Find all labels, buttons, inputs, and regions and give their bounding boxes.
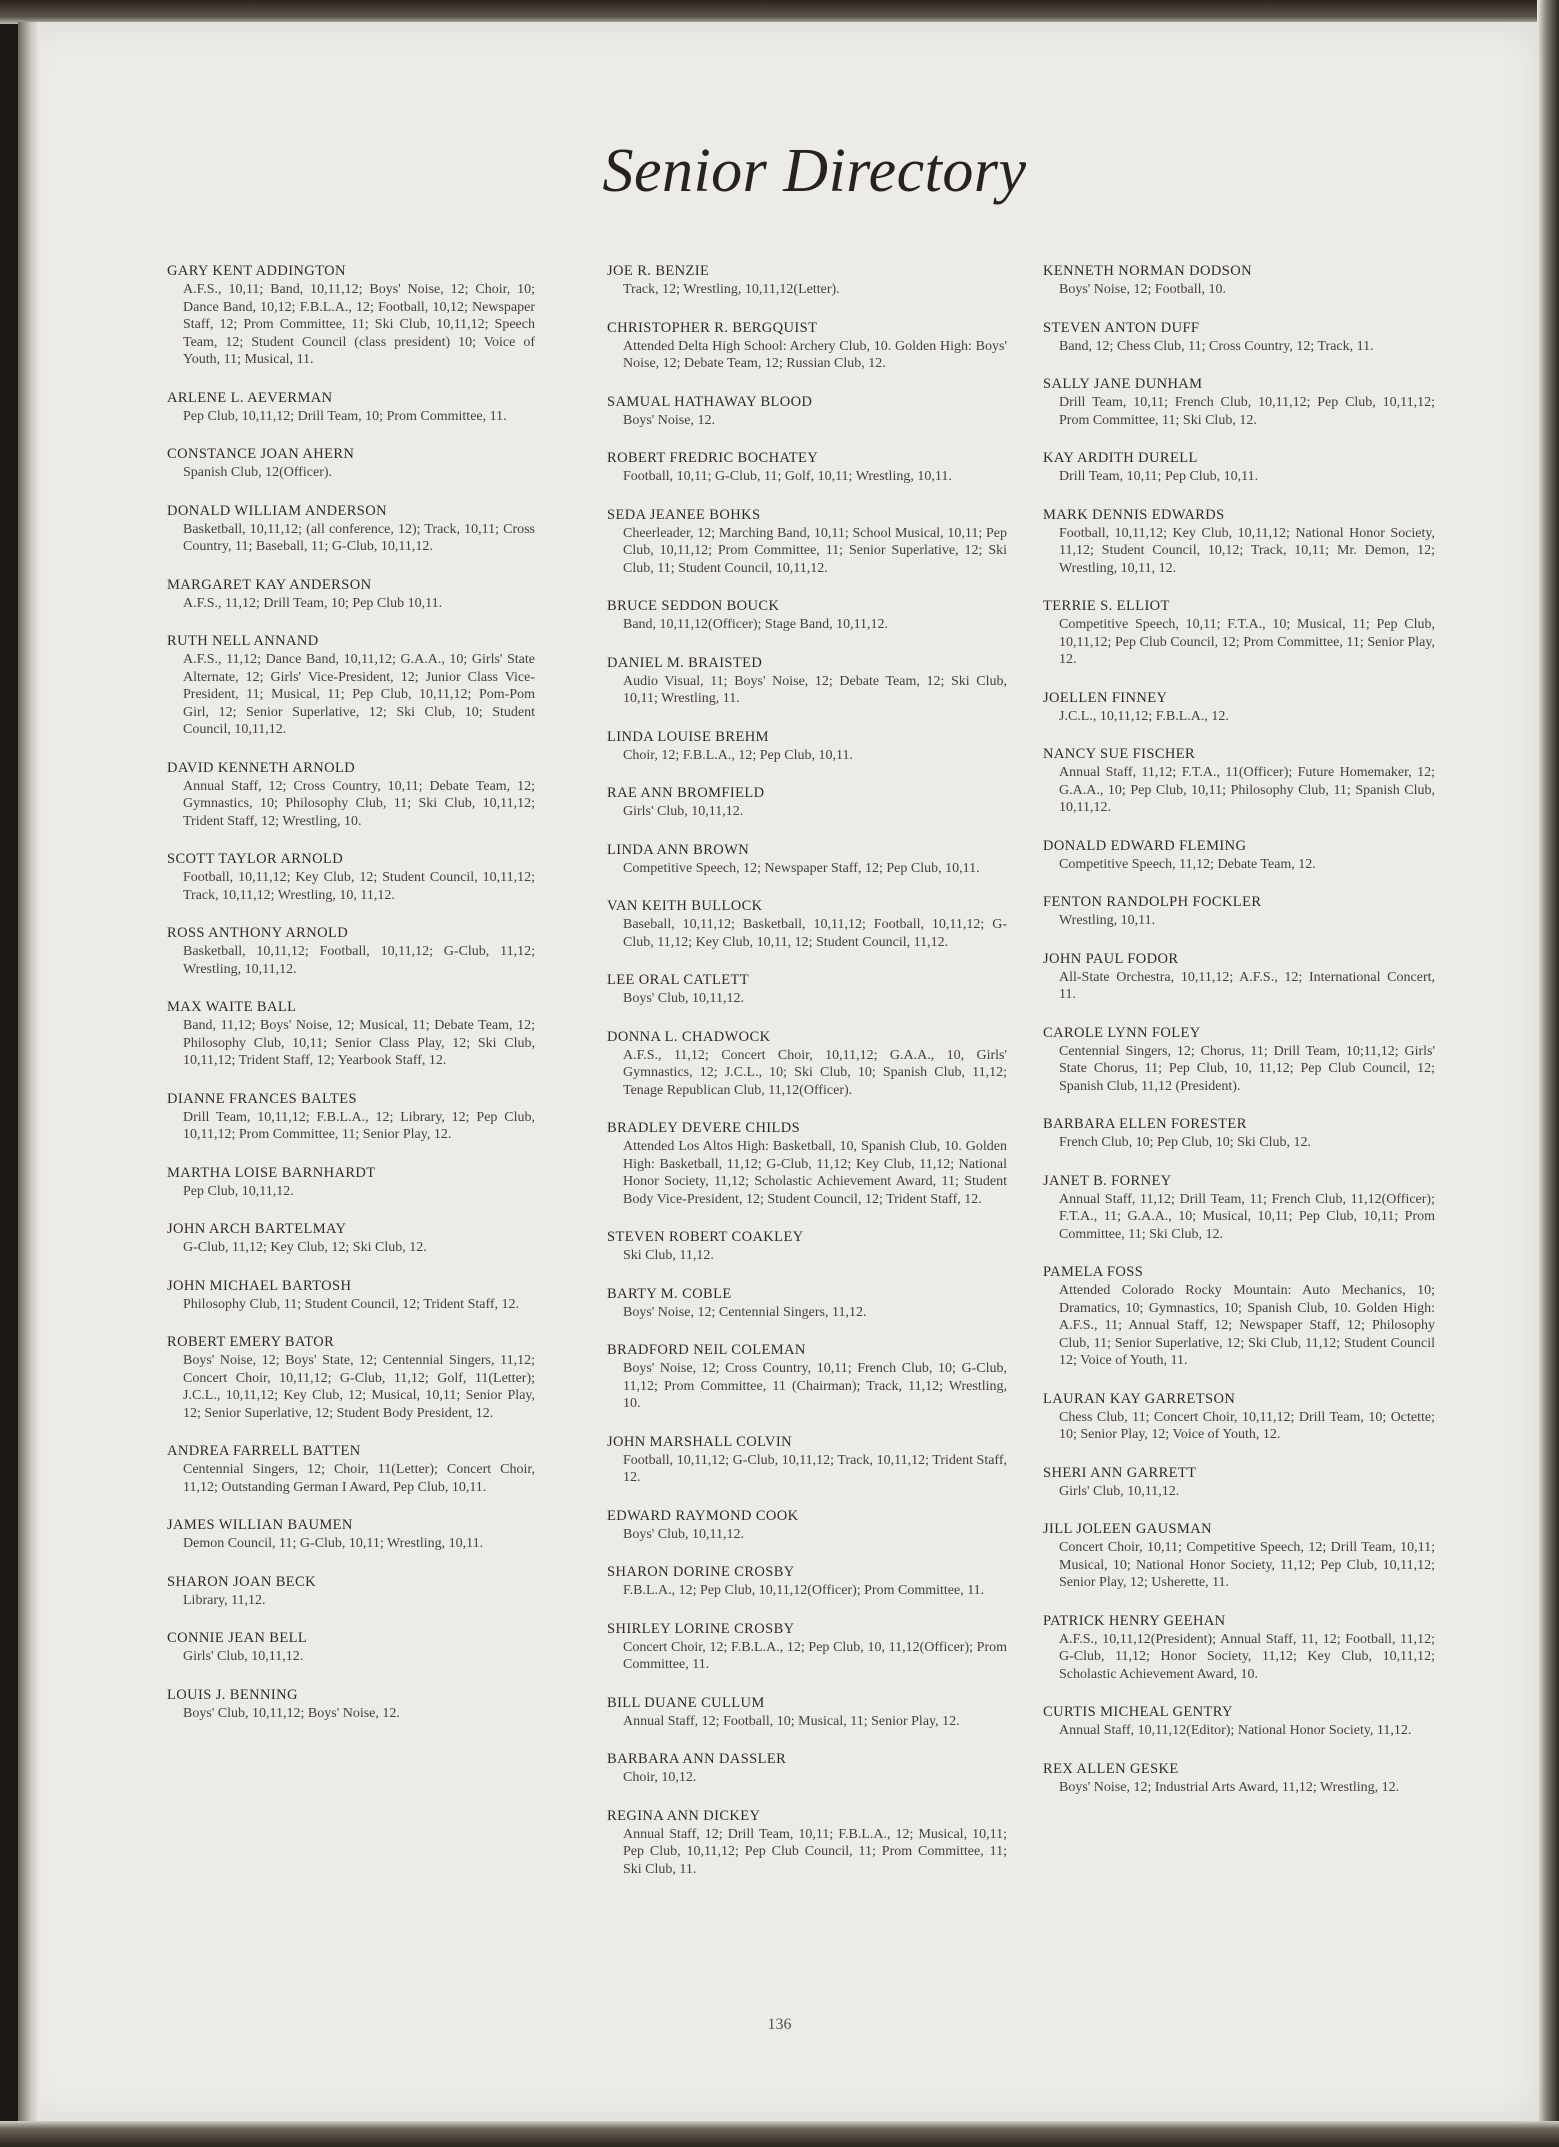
student-name: JOHN MICHAEL BARTOSH <box>167 1277 352 1294</box>
student-activities: Audio Visual, 11; Boys' Noise, 12; Debate Team, 12; Ski Club, 10,11; Wrestling, 11. <box>623 673 1007 706</box>
student-name: CHRISTOPHER R. BERGQUIST <box>607 319 818 336</box>
directory-entry <box>167 445 535 482</box>
student-name: REGINA ANN DICKEY <box>607 1807 761 1824</box>
directory-entry <box>1043 837 1435 874</box>
student-name: DANIEL M. BRAISTED <box>607 654 763 671</box>
student-name: SHERI ANN GARRETT <box>1043 1464 1197 1481</box>
directory-column-1 <box>167 262 535 1742</box>
student-name: BARBARA ELLEN FORESTER <box>1043 1116 1247 1132</box>
student-name: MARK DENNIS EDWARDS <box>1043 506 1225 523</box>
student-activities: Annual Staff, 10,11,12(Editor); National Honor Society, 11,12. <box>1059 1723 1412 1738</box>
student-name: DONNA L. CHADWOCK <box>607 1028 771 1045</box>
directory-entry <box>607 784 1007 821</box>
directory-entry <box>167 1686 535 1723</box>
student-activities: Demon Council, 11; G-Club, 10,11; Wrestling, 10,11. <box>183 1536 484 1551</box>
student-activities: Annual Staff, 12; Cross Country, 10,11; Debate Team, 12; Gymnastics, 10; Philosophy Club, 11; Ski Club, 10,11,12; Trident Staff, 12; Wrestling, 10. <box>183 778 535 829</box>
student-activities: A.F.S., 11,12; Drill Team, 10; Pep Club 10,11. <box>183 595 443 611</box>
student-activities: All-State Orchestra, 10,11,12; A.F.S., 12; International Concert, 11. <box>1059 969 1435 1002</box>
student-name: ARLENE L. AEVERMAN <box>167 389 333 406</box>
student-activities: Annual Staff, 11,12; F.T.A., 11(Officer); Future Homemaker, 12; G.A.A., 10; Pep Club, 10,11; Philosophy Club, 11; Spanish Club, 10,11,12. <box>1059 765 1435 815</box>
directory-entry <box>607 1507 1007 1544</box>
page-top-edge <box>0 0 1559 24</box>
student-activities: Centennial Singers, 12; Chorus, 11; Drill Team, 10;11,12; Girls' State Chorus, 11; Pep Club, 10, 11,12; Pep Club Council, 12; Spanish Club, 11,12 (President). <box>1059 1043 1435 1094</box>
directory-entry <box>167 759 535 831</box>
directory-entry <box>1043 950 1435 1004</box>
student-name: DONALD EDWARD FLEMING <box>1043 837 1247 854</box>
student-activities: Philosophy Club, 11; Student Council, 12; Trident Staff, 12. <box>183 1296 520 1312</box>
student-activities: Drill Team, 10,11; French Club, 10,11,12; Pep Club, 10,11,12; Prom Committee, 11; Ski Club, 12. <box>1059 395 1435 428</box>
student-activities: Football, 10,11,12; G-Club, 10,11,12; Track, 10,11,12; Trident Staff, 12. <box>623 1452 1007 1485</box>
student-activities: Annual Staff, 11,12; Drill Team, 11; French Club, 11,12(Officer); F.T.A., 11; G.A.A., 10; Musical, 10,11; Pep Club, 10,11; Prom Committee, 11; Ski Club, 12. <box>1059 1191 1435 1242</box>
directory-entry <box>1043 1390 1435 1444</box>
directory-entry <box>1043 1464 1435 1501</box>
student-name: GARY KENT ADDINGTON <box>167 263 346 279</box>
student-name: STEVEN ROBERT COAKLEY <box>607 1229 804 1245</box>
directory-entry <box>607 1433 1007 1487</box>
student-activities: Boys' Noise, 12; Industrial Arts Award, 11,12; Wrestling, 12. <box>1059 1779 1400 1795</box>
directory-entry <box>1043 1024 1435 1096</box>
student-activities: Basketball, 10,11,12; (all conference, 12); Track, 10,11; Cross Country, 11; Baseball, 11; G-Club, 10,11,12. <box>183 521 535 554</box>
directory-entry <box>607 319 1007 373</box>
student-activities: Boys' Club, 10,11,12; Boys' Noise, 12. <box>183 1705 400 1721</box>
directory-entry <box>167 1277 535 1314</box>
student-activities: Track, 12; Wrestling, 10,11,12(Letter). <box>623 282 840 297</box>
student-activities: Centennial Singers, 12; Choir, 11(Letter); Concert Choir, 11,12; Outstanding German I Award, Pep Club, 10,11. <box>183 1462 535 1495</box>
student-name: MARTHA LOISE BARNHARDT <box>167 1164 376 1181</box>
directory-entry <box>167 262 535 369</box>
directory-entry <box>1043 597 1435 669</box>
student-name: SHARON JOAN BECK <box>167 1573 316 1590</box>
student-name: CAROLE LYNN FOLEY <box>1043 1024 1201 1041</box>
student-name: ROBERT FREDRIC BOCHATEY <box>607 450 819 466</box>
page-bottom-edge <box>0 2121 1559 2147</box>
student-name: JOHN PAUL FODOR <box>1043 950 1179 967</box>
student-activities: Ski Club, 11,12. <box>623 1248 714 1263</box>
directory-entry <box>167 1516 535 1553</box>
student-name: SHARON DORINE CROSBY <box>607 1564 795 1580</box>
directory-entry <box>1043 1703 1435 1740</box>
student-activities: Boys' Noise, 12; Cross Country, 10,11; French Club, 10; G-Club, 11,12; Prom Committee, 11 (Chairman); Track, 11,12; Wrestling, 10. <box>623 1361 1007 1411</box>
student-name: SALLY JANE DUNHAM <box>1043 376 1203 392</box>
binding-spine <box>18 22 40 2122</box>
directory-entry <box>167 850 535 904</box>
student-activities: Band, 11,12; Boys' Noise, 12; Musical, 11; Debate Team, 12; Philosophy Club, 10,11; Senior Class Play, 12; Ski Club, 10,11,12; Trident Staff, 12; Yearbook Staff, 12. <box>183 1018 535 1068</box>
student-name: ROBERT EMERY BATOR <box>167 1334 335 1350</box>
directory-entry <box>1043 1115 1435 1152</box>
directory-entry <box>167 1333 535 1422</box>
student-activities: Pep Club, 10,11,12. <box>183 1183 294 1199</box>
directory-entry <box>167 389 535 426</box>
student-name: BRUCE SEDDON BOUCK <box>607 598 780 614</box>
student-name: DAVID KENNETH ARNOLD <box>167 759 356 776</box>
student-activities: Attended Delta High School: Archery Club, 10. Golden High: Boys' Noise, 12; Debate Team, 12; Russian Club, 12. <box>623 338 1007 371</box>
directory-entry <box>167 1090 535 1144</box>
student-name: JAMES WILLIAN BAUMEN <box>167 1517 353 1533</box>
directory-entry <box>167 1629 535 1666</box>
directory-entry <box>1043 1520 1435 1592</box>
directory-entry <box>167 1573 535 1610</box>
student-name: PATRICK HENRY GEEHAN <box>1043 1612 1226 1629</box>
student-name: BARBARA ANN DASSLER <box>607 1751 787 1767</box>
directory-column-3 <box>1043 262 1435 1816</box>
student-activities: Chess Club, 11; Concert Choir, 10,11,12; Drill Team, 10; Octette; 10; Senior Play, 12; Voice of Youth, 12. <box>1059 1409 1435 1442</box>
student-name: LOUIS J. BENNING <box>167 1686 298 1703</box>
student-activities: A.F.S., 11,12; Concert Choir, 10,11,12; G.A.A., 10, Girls' Gymnastics, 12; J.C.L., 10; Ski Club, 10; Spanish Club, 11,12; Tenage Republican Club, 11,12(Officer). <box>623 1047 1007 1098</box>
student-activities: Competitive Speech, 11,12; Debate Team, 12. <box>1059 856 1316 872</box>
directory-entry <box>607 1228 1007 1265</box>
directory-entry <box>1043 262 1435 299</box>
directory-entry <box>607 1620 1007 1674</box>
directory-entry <box>1043 319 1435 356</box>
student-name: BARTY M. COBLE <box>607 1285 732 1302</box>
student-name: JOHN MARSHALL COLVIN <box>607 1433 792 1450</box>
student-name: JOE R. BENZIE <box>607 263 710 279</box>
student-name: DONALD WILLIAM ANDERSON <box>167 502 387 519</box>
student-activities: J.C.L., 10,11,12; F.B.L.A., 12. <box>1059 708 1229 724</box>
directory-entry <box>607 449 1007 486</box>
page-title: Senior Directory <box>602 137 1027 205</box>
student-name: FENTON RANDOLPH FOCKLER <box>1043 894 1262 910</box>
student-name: MARGARET KAY ANDERSON <box>167 576 372 593</box>
student-activities: Competitive Speech, 10,11; F.T.A., 10; Musical, 11; Pep Club, 10,11,12; Pep Club Council, 12; Prom Committee, 11; Senior Play, 12. <box>1059 617 1435 667</box>
directory-entry <box>167 1442 535 1496</box>
student-activities: Basketball, 10,11,12; Football, 10,11,12; G-Club, 11,12; Wrestling, 10,11,12. <box>183 944 535 977</box>
student-activities: Band, 12; Chess Club, 11; Cross Country, 12; Track, 11. <box>1059 338 1374 354</box>
student-name: DIANNE FRANCES BALTES <box>167 1090 357 1107</box>
student-activities: Girls' Club, 10,11,12. <box>623 804 744 819</box>
directory-entry <box>607 971 1007 1008</box>
directory-entry <box>607 393 1007 430</box>
student-activities: Football, 10,11,12; Key Club, 10,11,12; National Honor Society, 11,12; Student Council, 10,12; Track, 10,11; Mr. Demon, 12; Wrestling, 10,11, 12. <box>1059 525 1435 576</box>
student-name: LEE ORAL CATLETT <box>607 972 749 988</box>
directory-entry <box>607 1285 1007 1322</box>
student-activities: A.F.S., 11,12; Dance Band, 10,11,12; G.A.A., 10; Girls' State Alternate, 12; Girls' Vice-President, 12; Junior Class Vice-President, 11; Musical, 11; Pep Club, 10,11,12; Pom-Pom Girl, 12; Senior Superlative, 12; Ski Club, 10; Student Council, 10,11,12. <box>183 652 535 737</box>
student-name: LINDA LOUISE BREHM <box>607 728 769 745</box>
student-name: BRADLEY DEVERE CHILDS <box>607 1120 801 1136</box>
student-name: NANCY SUE FISCHER <box>1043 746 1196 762</box>
directory-entry <box>607 262 1007 299</box>
student-name: SEDA JEANEE BOHKS <box>607 506 761 523</box>
student-activities: Cheerleader, 12; Marching Band, 10,11; School Musical, 10,11; Pep Club, 10,11,12; Prom Committee, 11; Senior Superlative, 12; Ski Club, 11; Student Council, 10,11,12. <box>623 525 1007 576</box>
student-activities: Annual Staff, 12; Football, 10; Musical, 11; Senior Play, 12. <box>623 1713 960 1729</box>
student-activities: G-Club, 11,12; Key Club, 12; Ski Club, 12. <box>183 1240 427 1255</box>
student-activities: Boys' Noise, 12; Football, 10. <box>1059 282 1227 297</box>
student-name: CONNIE JEAN BELL <box>167 1630 308 1646</box>
student-activities: A.F.S., 10,11,12(President); Annual Staff, 11, 12; Football, 11,12; G-Club, 11,12; Honor Society, 11,12; Key Club, 10,11,12; Scholastic Achievement Award, 10. <box>1059 1631 1435 1682</box>
directory-entry <box>1043 506 1435 578</box>
student-activities: Concert Choir, 12; F.B.L.A., 12; Pep Club, 10, 11,12(Officer); Prom Committee, 11. <box>623 1639 1007 1672</box>
student-activities: Wrestling, 10,11. <box>1059 913 1156 928</box>
directory-entry <box>607 1119 1007 1208</box>
student-activities: Annual Staff, 12; Drill Team, 10,11; F.B.L.A., 12; Musical, 10,11; Pep Club, 10,11,12; Pep Club Council, 11; Prom Committee, 11; Ski Club, 11. <box>623 1826 1007 1877</box>
student-name: ANDREA FARRELL BATTEN <box>167 1443 361 1459</box>
directory-entry <box>167 632 535 739</box>
student-activities: Boys' Noise, 12; Centennial Singers, 11,12. <box>623 1304 867 1320</box>
student-activities: Band, 10,11,12(Officer); Stage Band, 10,11,12. <box>623 617 889 632</box>
directory-entry <box>1043 449 1435 486</box>
student-name: RUTH NELL ANNAND <box>167 633 319 649</box>
student-activities: Choir, 10,12. <box>623 1770 697 1785</box>
student-activities: Girls' Club, 10,11,12. <box>1059 1483 1180 1499</box>
student-activities: Pep Club, 10,11,12; Drill Team, 10; Prom Committee, 11. <box>183 408 507 424</box>
student-activities: Spanish Club, 12(Officer). <box>183 465 333 480</box>
directory-entry <box>1043 689 1435 726</box>
student-name: LAURAN KAY GARRETSON <box>1043 1390 1236 1407</box>
student-name: KENNETH NORMAN DODSON <box>1043 263 1252 279</box>
directory-entry <box>1043 1760 1435 1797</box>
student-activities: Girls' Club, 10,11,12. <box>183 1649 304 1664</box>
student-activities: Football, 10,11,12; Key Club, 12; Student Council, 10,11,12; Track, 10,11,12; Wrestling, 10, 11,12. <box>183 870 535 903</box>
student-name: KAY ARDITH DURELL <box>1043 450 1198 466</box>
student-activities: Baseball, 10,11,12; Basketball, 10,11,12; Football, 10,11,12; G-Club, 11,12; Key Club, 10,11, 12; Student Council, 11,12. <box>623 917 1007 950</box>
directory-entry <box>607 1028 1007 1100</box>
student-name: STEVEN ANTON DUFF <box>1043 319 1200 336</box>
directory-entry <box>1043 375 1435 429</box>
directory-column-2 <box>607 262 1007 1898</box>
student-activities: Boys' Noise, 12; Boys' State, 12; Centennial Singers, 11,12; Concert Choir, 10,11,12; G-Club, 11,12; Golf, 11(Letter); J.C.L., 10,11,12; Key Club, 12; Musical, 10,11; Senior Play, 12; Senior Superlative, 12; Student Body President, 12. <box>183 1353 535 1421</box>
student-name: REX ALLEN GESKE <box>1043 1760 1179 1777</box>
directory-entry <box>607 506 1007 578</box>
student-name: RAE ANN BROMFIELD <box>607 785 765 801</box>
student-name: EDWARD RAYMOND COOK <box>607 1507 799 1524</box>
page-number: 136 <box>767 2016 792 2033</box>
student-name: JILL JOLEEN GAUSMAN <box>1043 1521 1212 1537</box>
student-name: CONSTANCE JOAN AHERN <box>167 446 355 462</box>
student-name: SAMUAL HATHAWAY BLOOD <box>607 393 813 410</box>
directory-entry <box>607 654 1007 708</box>
student-name: SHIRLEY LORINE CROSBY <box>607 1620 795 1637</box>
student-activities: Drill Team, 10,11,12; F.B.L.A., 12; Library, 12; Pep Club, 10,11,12; Prom Committee, 11; Senior Play, 12. <box>183 1109 535 1142</box>
student-activities: Choir, 12; F.B.L.A., 12; Pep Club, 10,11. <box>623 747 853 763</box>
student-name: CURTIS MICHEAL GENTRY <box>1043 1704 1233 1720</box>
directory-entry <box>167 1220 535 1257</box>
student-name: BILL DUANE CULLUM <box>607 1694 765 1711</box>
directory-entry <box>607 1341 1007 1413</box>
directory-entry <box>167 576 535 613</box>
directory-entry <box>607 1807 1007 1879</box>
student-activities: Attended Los Altos High: Basketball, 10, Spanish Club, 10. Golden High: Basketball, 11,12; G-Club, 11,12; Key Club, 11,12; National Honor Society, 11,12; Scholastic Achievement Award, 11; Student Body Vice-President, 12; Student Council, 12; Trident Staff, 12. <box>623 1139 1007 1207</box>
student-name: BRADFORD NEIL COLEMAN <box>607 1342 806 1358</box>
directory-entry <box>607 1563 1007 1600</box>
student-activities: French Club, 10; Pep Club, 10; Ski Club, 12. <box>1059 1135 1312 1150</box>
student-activities: A.F.S., 10,11; Band, 10,11,12; Boys' Noise, 12; Choir, 10; Dance Band, 10,12; F.B.L.A., 12; Football, 10,12; Newspaper Staff, 12; Prom Committee, 11; Ski Club, 10,11,12; Speech Team, 12; Student Council (class president) 10; Voice of Youth, 11; Musical, 11. <box>183 282 535 367</box>
student-name: LINDA ANN BROWN <box>607 841 750 858</box>
student-activities: Attended Colorado Rocky Mountain: Auto Mechanics, 10; Dramatics, 10; Gymnastics, 10; Spanish Club, 10. Golden High: A.F.S., 11; Annual Staff, 12; Newspaper Staff, 12; Philosophy Club, 11; Senior Superlative, 12; Ski Club, 11,12; Student Council 12; Voice of Youth, 11. <box>1059 1283 1435 1368</box>
directory-entry <box>607 597 1007 634</box>
student-activities: Boys' Noise, 12. <box>623 412 715 428</box>
student-name: SCOTT TAYLOR ARNOLD <box>167 851 344 867</box>
directory-entry <box>607 1750 1007 1787</box>
student-activities: Competitive Speech, 12; Newspaper Staff, 12; Pep Club, 10,11. <box>623 860 980 876</box>
student-activities: Football, 10,11; G-Club, 11; Golf, 10,11; Wrestling, 10,11. <box>623 469 952 484</box>
directory-entry <box>1043 1172 1435 1244</box>
student-activities: Concert Choir, 10,11; Competitive Speech, 12; Drill Team, 10,11; Musical, 10; National Honor Society, 11,12; Pep Club, 10,11,12; Senior Play, 12; Usherette, 11. <box>1059 1540 1435 1590</box>
student-activities: Library, 11,12. <box>183 1592 266 1608</box>
student-name: VAN KEITH BULLOCK <box>607 898 763 914</box>
student-name: JOHN ARCH BARTELMAY <box>167 1221 347 1237</box>
directory-entry <box>1043 745 1435 817</box>
directory-entry <box>167 1164 535 1201</box>
student-name: MAX WAITE BALL <box>167 999 297 1015</box>
student-name: PAMELA FOSS <box>1043 1264 1144 1280</box>
directory-entry <box>167 924 535 978</box>
directory-entry <box>607 728 1007 765</box>
student-activities: Boys' Club, 10,11,12. <box>623 1526 745 1542</box>
student-name: JOELLEN FINNEY <box>1043 689 1168 706</box>
student-name: TERRIE S. ELLIOT <box>1043 598 1170 614</box>
directory-entry <box>607 1694 1007 1731</box>
directory-entry <box>1043 1263 1435 1370</box>
directory-entry <box>607 841 1007 878</box>
directory-entry <box>167 502 535 556</box>
student-name: JANET B. FORNEY <box>1043 1172 1172 1189</box>
student-name: ROSS ANTHONY ARNOLD <box>167 925 349 941</box>
directory-entry <box>1043 893 1435 930</box>
directory-entry <box>607 897 1007 951</box>
student-activities: Drill Team, 10,11; Pep Club, 10,11. <box>1059 469 1259 484</box>
student-activities: Boys' Club, 10,11,12. <box>623 991 745 1006</box>
student-activities: F.B.L.A., 12; Pep Club, 10,11,12(Officer); Prom Committee, 11. <box>623 1583 985 1598</box>
page-right-edge <box>1537 0 1559 2147</box>
directory-entry <box>1043 1612 1435 1684</box>
directory-entry <box>167 998 535 1070</box>
